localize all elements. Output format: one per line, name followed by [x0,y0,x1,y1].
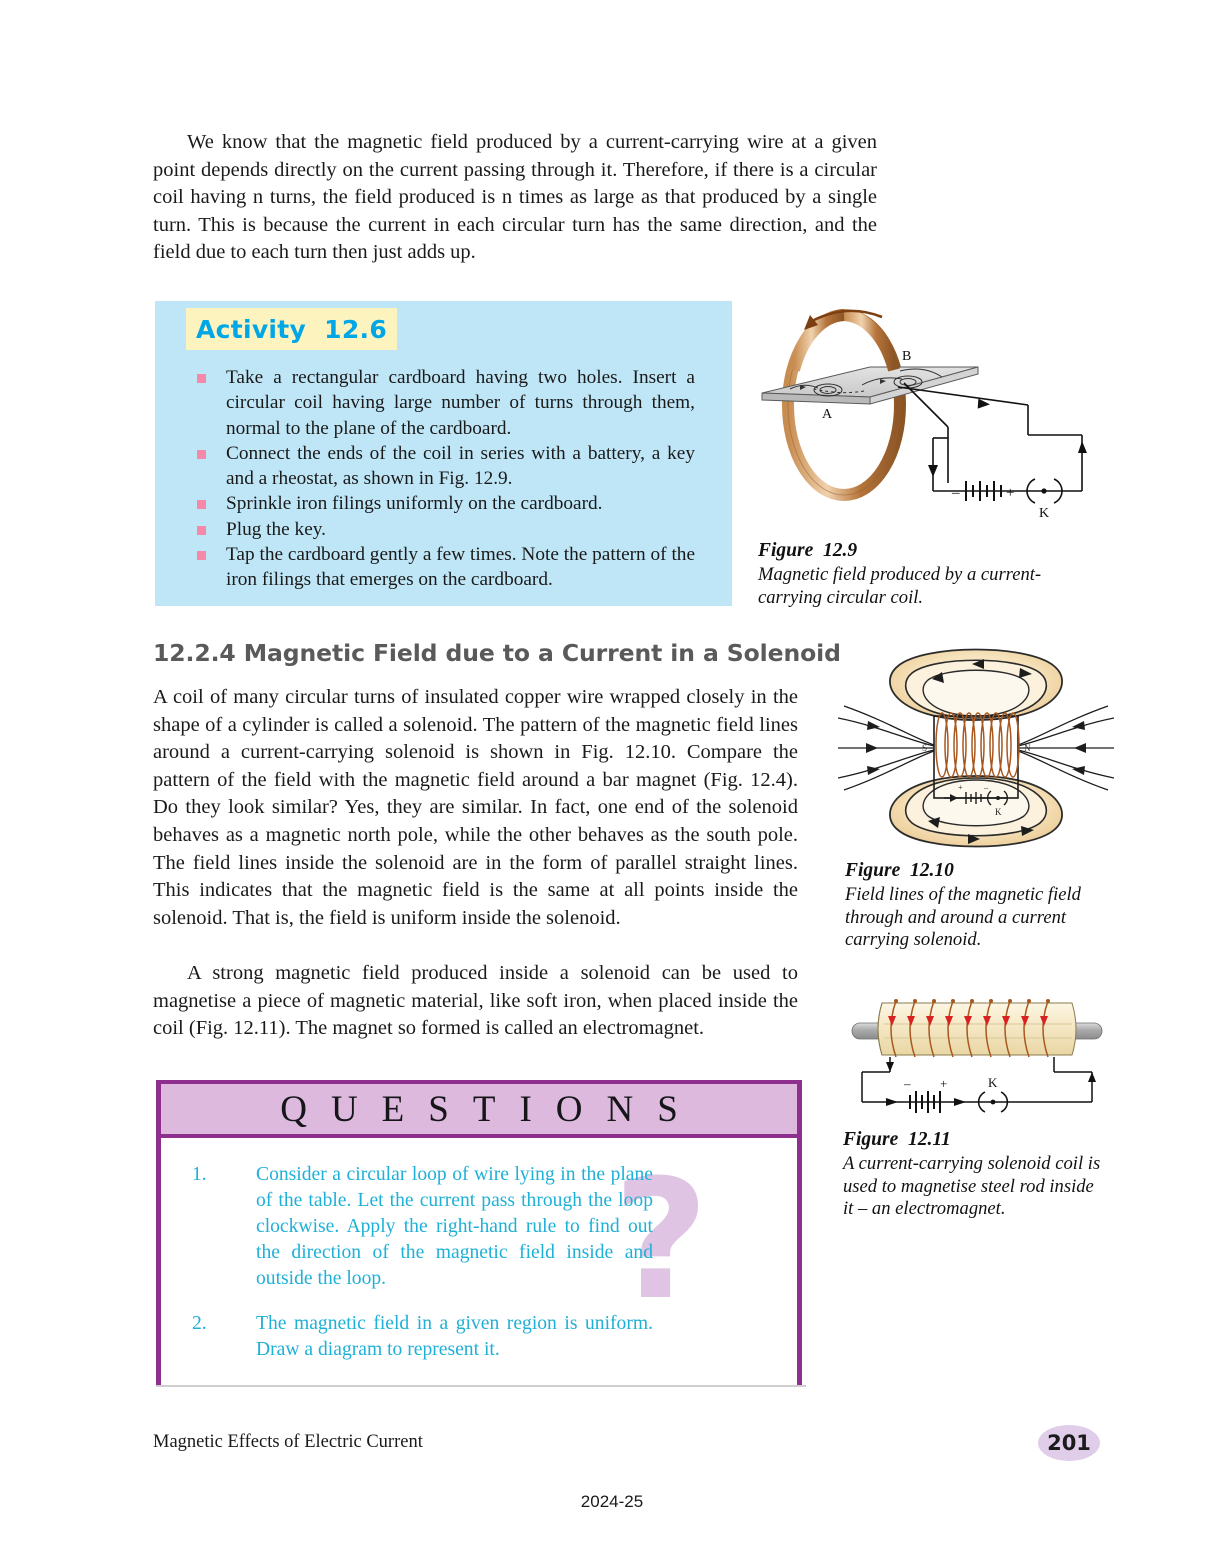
bullet-square-icon [197,450,206,459]
activity-header [186,308,397,350]
questions-list [183,1162,653,1382]
question-text: Consider a circular loop of wire lying in the plane of the table. Let the current pass through the loop clockwise. Apply the right-hand rule to find out the direction of the magnetic field inside and outside the loop. [256,1164,653,1289]
activity-step-text: Take a rectangular cardboard having two holes. Insert a circular coil having large number of turns through them, normal to the plane of the cardboard. [226,367,695,439]
figure-12-11-image [840,990,1115,1120]
list-item [183,1311,653,1363]
bullet-square-icon [197,551,206,560]
questions-header [161,1080,797,1138]
figure-12-11-caption: A current-carrying solenoid coil is used to magnetise steel rod inside it – an electromagnet. [843,1153,1101,1219]
figure-12-9-label-b: B [902,349,912,364]
figure-12-11-battery-plus: + [940,1076,948,1091]
list-item [183,1162,653,1292]
figure-12-9-battery-plus: + [1006,485,1015,501]
questions-box [156,1080,802,1385]
figure-12-9-caption-block [758,540,1103,609]
questions-title: QUESTIONS [280,1088,702,1130]
activity-step-text: Tap the cardboard gently a few times. Note the pattern of the iron filings that emerges on the cardboard. [226,544,695,591]
figure-12-10-battery-plus: + [958,783,963,792]
figure-12-10-caption: Field lines of the magnetic field through and around a current carrying solenoid. [845,884,1081,950]
figure-12-10-label: Figure 12.10 [845,860,954,881]
activity-step-text: Plug the key. [226,518,326,540]
activity-box [155,301,732,606]
list-item [195,542,695,593]
figure-12-11-label: Figure 12.11 [843,1129,951,1150]
figure-12-9-image [752,305,1104,537]
figure-12-11-key-label: K [988,1075,998,1090]
figure-12-10-caption-block [845,860,1107,952]
list-item [195,517,695,542]
list-item [195,441,695,492]
activity-step-text: Sprinkle iron filings uniformly on the cardboard. [226,493,603,515]
question-mark-watermark-icon: ? [613,1144,709,1336]
bullet-square-icon [197,374,206,383]
question-number: 1. [192,1164,207,1185]
footer-year: 2024-25 [580,1492,644,1511]
figure-12-9-label-a: A [822,407,833,422]
list-item [195,491,695,516]
figure-12-10-battery-minus: – [984,783,988,792]
page-number-badge: 201 [1038,1425,1100,1461]
question-number: 2. [192,1313,207,1334]
figure-12-10-label-s: S [922,743,928,753]
figure-12-9-battery-minus: – [952,485,960,501]
figure-12-9-key-label: K [1039,506,1050,521]
intro-paragraph: We know that the magnetic field produced by a current-carrying wire at a given point depends directly on the current passing through it. Therefore, if there is a circular coil having n turns, the field produced is n times as large as that produced by a single turn. This is because the current in each circular turn has the same direction, and the field due to each turn then just adds up. [153,131,877,264]
activity-step-text: Connect the ends of the coil in series with a battery, a key and a rheostat, as shown in Fig. 12.9. [226,442,695,490]
section-paragraph-1: A coil of many circular turns of insulated copper wire wrapped closely in the shape of a cylinder is called a solenoid. The pattern of the magnetic field lines around a current-carrying solenoid is shown in Fig. 12.10. Compare the pattern of the field with the magnetic field around a bar magnet (Fig. 12.4). Do they look similar? Yes, they are similar. In fact, one end of the solenoid behaves as a magnetic north pole, while the other behaves as the south pole. The field lines inside the solenoid are in the form of parallel straight lines. This indicates that the magnetic field is the same at all points inside the solenoid. That is, the field is uniform inside the solenoid. [153,686,798,929]
figure-12-11-caption-block [843,1129,1108,1221]
bullet-square-icon [197,526,206,535]
figure-12-9-caption: Magnetic field produced by a current-carrying circular coil. [758,564,1042,608]
figure-12-10-label-n: N [1024,743,1031,753]
footer-chapter-title: Magnetic Effects of Electric Current [153,1432,423,1452]
bullet-square-icon [197,500,206,509]
question-text: The magnetic field in a given region is uniform. Draw a diagram to represent it. [256,1313,653,1360]
figure-12-11-battery-minus: – [904,1076,911,1091]
list-item [195,365,695,441]
figure-12-10-image [838,648,1114,853]
questions-bottom-divider [156,1385,806,1387]
section-heading: 12.2.4 Magnetic Field due to a Current in a Solenoid [153,639,841,667]
figure-12-9-label: Figure 12.9 [758,540,858,561]
activity-title: Activity 12.6 [195,314,388,344]
activity-step-list [195,365,695,593]
figure-12-10-key-label: K [995,807,1002,817]
section-paragraph-2: A strong magnetic field produced inside a solenoid can be used to magnetise a piece of magnetic material, like soft iron, when placed inside the coil (Fig. 12.11). The magnet so formed is called an electromagnet. [153,962,798,1040]
